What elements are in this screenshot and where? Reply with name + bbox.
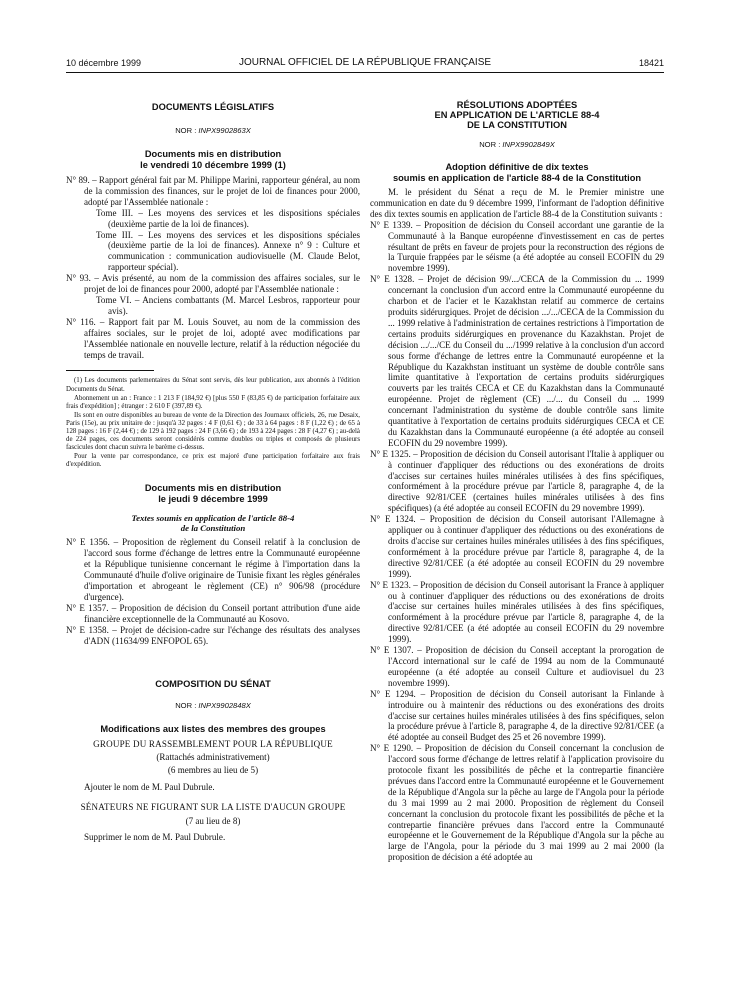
footnote <box>66 377 360 469</box>
entry-e1325: N° E 1325. – Proposition de décision du Conseil autorisant l'Italie à appliquer ou à continuer d'appliquer des réductions ou des exonérations de droits d'accises sur certaines huiles minérales utilisées à des fins spécifiques, conformément à la procédure prévue par l'article 8, paragraphe 4, de la directive 92/81/CEE (certaines huiles minérales utilisées à des fins spécifiques) (a été adoptée au conseil ECOFIN du 29 novembre 1999). <box>370 448 664 514</box>
footnote-rule <box>66 370 154 371</box>
entry-e1324: N° E 1324. – Proposition de décision du Conseil autorisant l'Allemagne à appliquer ou à continuer d'appliquer des réductions ou des exonérations de droits d'accise sur certaines huiles minérales utilisées à des fins spécifiques, conformément à la procédure prévue par l'article 8, paragraphe 4, de la directive 92/81/CEE (a été adoptée au conseil ECOFIN du 29 novembre 1999). <box>370 514 664 579</box>
entry-e1356: N° E 1356. – Proposition de règlement du Conseil relatif à la conclusion de l'accord sous forme d'échange de lettres entre la Communauté européenne et la République tunisienne concernant le régime à l'importation dans la Communauté d'huile d'olive originaire de Tunisie fixant les règles générales d'importation et abrogeant le règlement (CE) n° 906/98 (procédure d'urgence). <box>66 537 360 602</box>
composition-title: COMPOSITION DU SÉNAT <box>155 678 271 689</box>
left-column <box>66 96 360 843</box>
ajouter-line: Ajouter le nom de M. Paul Dubrule. <box>84 781 215 792</box>
textes-line2: de la Constitution <box>180 523 246 534</box>
dist1-line1: Documents mis en distribution <box>144 149 282 159</box>
entry-e1323: N° E 1323. – Proposition de décision du Conseil autorisant la France à appliquer ou à continuer d'appliquer des réductions ou des exonérations de droits d'accise sur certaines huiles minérales utilisées à des fins spécifiques, conformément à la procédure prévue par l'article 8, paragraphe 4, de la directive 92/81/CEE (a été adoptée au conseil ECOFIN du 29 novembre 1999). <box>370 579 664 645</box>
entry-89: N° 89. – Rapport général fait par M. Philippe Marini, rapporteur général, au nom de la commission des finances, sur le projet de loi de finances pour 2000, adopté par l'Assemblée nationale : <box>66 175 360 207</box>
entry-e1357: N° E 1357. – Proposition de décision du Conseil portant attribution d'une aide financière exceptionnelle de la Communauté au Kosovo. <box>66 602 360 624</box>
entry-e1294: N° E 1294. – Proposition de décision du Conseil autorisant la Finlande à introduire ou à maintenir des réductions ou des exonérations des droits d'accise sur certaines huiles minérales utilisées à des fins spécifiques, selon la procédure prévue à l'article 8, paragraphe 4, de la directive 92/81/CEE (a été adoptée au conseil Budget des 25 et 26 novembre 1999). <box>370 688 664 743</box>
entry-e1307: N° E 1307. – Proposition de décision du Conseil acceptant la prorogation de l'Accord international sur le café de 1994 au nom de la Communauté européenne (a été adoptée au conseil Culture et audiovisuel du 23 novembre 1999). <box>370 645 664 688</box>
page-number: 18421 <box>638 58 664 68</box>
adoption-line1: Adoption définitive de dix textes <box>445 162 589 172</box>
nor-right: NOR : INPX9902849X <box>479 140 555 149</box>
groupe-rpr-count: (6 membres au lieu de 5) <box>167 764 259 775</box>
page-header <box>66 56 664 70</box>
entry-e1358: N° E 1358. – Projet de décision-cadre sur l'échange des résultats des analyses d'ADN (11634/99 ENFOPOL 65). <box>66 624 360 646</box>
resolutions-line1: RÉSOLUTIONS ADOPTÉES <box>456 100 578 110</box>
groupe-rpr-rattaches: (Rattachés administrativement) <box>156 751 270 762</box>
groupe-non-inscrits: SÉNATEURS NE FIGURANT SUR LA LISTE D'AUCUN GROUPE <box>80 801 346 812</box>
journal-title: JOURNAL OFFICIEL DE LA RÉPUBLIQUE FRANÇAISE <box>238 57 492 68</box>
entry-89-tome-a: Tome III. – Les moyens des services et les dispositions spéciales (deuxième partie de la loi de finances). <box>96 207 360 229</box>
entry-89-tome-b: Tome III. – Les moyens des services et les dispositions spéciales (deuxième partie de la loi de finances). Annexe n° 9 : Culture et communication : communication audiovisuelle (M. Claude Belot, rapporteur spécial). <box>96 229 360 273</box>
intro-paragraph: M. le président du Sénat a reçu de M. le Premier ministre une communication en date du 9 décembre 1999, l'informant de l'adoption définitive des dix textes soumis en application de l'article 88-4 de la Constitution suivants : <box>370 187 664 219</box>
resolutions-line3: DE LA CONSTITUTION <box>467 120 567 130</box>
docs-title: DOCUMENTS LÉGISLATIFS <box>151 102 275 112</box>
entry-e1339: N° E 1339. – Proposition de décision du Conseil accordant une garantie de la Communauté à la Banque européenne d'investissement en cas de pertes résultant de prêts en faveur de projets pour la reconstruction des régions de la Turquie frappées par le séisme (a été adoptée au conseil ECOFIN du 29 novembre 1999). <box>370 219 664 274</box>
header-date: 10 décembre 1999 <box>66 58 142 68</box>
entry-93-tome: Tome VI. – Anciens combattants (M. Marcel Lesbros, rapporteur pour avis). <box>96 294 360 316</box>
right-column <box>370 96 664 863</box>
header-rule <box>66 72 664 73</box>
dist1-line2: le vendredi 10 décembre 1999 (1) <box>140 159 286 170</box>
textes-line1: Textes soumis en application de l'article 88-4 <box>131 513 295 524</box>
entry-93: N° 93. – Avis présenté, au nom de la commission des affaires sociales, sur le projet de loi de finances pour 2000, adopté par l'Assemblée nationale : <box>66 273 360 295</box>
nor-1: NOR : INPX9902863X <box>175 126 251 135</box>
supprimer-line: Supprimer le nom de M. Paul Dubrule. <box>84 832 226 843</box>
entry-116: N° 116. – Rapport fait par M. Louis Souvet, au nom de la commission des affaires sociales, sur le projet de loi, adopté avec modifications par l'Assemblée nationale en nouvelle lecture, relatif à la réduction négociée du temps de travail. <box>66 316 360 360</box>
adoption-line2: soumis en application de l'article 88-4 de la Constitution <box>392 172 642 183</box>
nor-2: NOR : INPX9902848X <box>175 700 251 710</box>
groupe-rpr: GROUPE DU RASSEMBLEMENT POUR LA RÉPUBLIQUE <box>93 739 333 749</box>
footnote-1: (1) Les documents parlementaires du Sénat sont servis, dès leur publication, aux abonnés à l'édition Documents du Sénat. <box>66 377 360 393</box>
entry-e1290: N° E 1290. – Proposition de décision du Conseil concernant la conclusion de l'accord sous forme d'échange de lettres relatif à l'application provisoire du protocole fixant les possibilités de pêche et la contrepartie financière prévues dans l'accord entre la Communauté européenne et le Gouvernement de la République d'Angola sur la pêche au large de l'Angola pour la période du 3 mai 1999 au 2 mai 2000. Proposition de règlement du Conseil concernant la conclusion du protocole fixant les possibilités de pêche et la contrepartie financière prévues dans l'accord entre la Communauté européenne et le Gouvernement de la République d'Angola sur la pêche au large de l'Angola, pour la période du 3 mai 1999 au 2 mai 2000 (la proposition de décision a été adoptée au <box>370 743 664 863</box>
groupe-non-inscrits-count: (7 au lieu de 8) <box>185 815 241 826</box>
footnote-3: Ils sont en outre disponibles au bureau de vente de la Direction des Journaux officiels, 26, rue Desaix, Paris (15e), au prix unitaire de : jusqu'à 32 pages : 4 F (0,61 €) ; de 33 à 64 pages : 8 F (1,22 €) ; de 65 à 128 pages : 16 F (2,44 €) ; de 129 à 192 pages : 24 F (3,66 €) ; de 193 à 224 pages : 28 F (4,27 €) ; au-delà de 224 pages, ces documents seront considérés comme doubles ou triples et composés de plusieurs fascicules dont chacun suivra le barème ci-dessus. <box>66 411 360 452</box>
resolutions-line2: EN APPLICATION DE L'ARTICLE 88-4 <box>434 110 600 120</box>
footnote-2: Abonnement un an : France : 1 213 F (184,92 €) [plus 550 F (83,85 €) de participation forfaitaire aux frais d'expédition] ; étranger : 2 610 F (397,89 €). <box>66 394 360 410</box>
entry-e1328: N° E 1328. – Projet de décision 99/.../CECA de la Commission du ... 1999 concernant la conclusion d'un accord entre la Communauté européenne du charbon et de l'acier et le Kazakhstan relatif au commerce de certains produits sidérurgiques. Projet de décision .../.../CECA de la Commission du ... 1999 relative à l'administration de certaines restrictions à l'importation de certains produits sidérurgiques en provenance du Kazakhstan. Projet de décision .../.../CE du Conseil du .../1999 relative à la conclusion d'un accord sous forme d'échange de lettres entre la Communauté européenne et la République du Kazakhstan instituant un système de double contrôle sans limite quantitative à l'exportation de certains produits sidérurgiques couverts par les traités CECA et CE du Kazakhstan dans la Communauté européenne. Projet de règlement (CE) .../... du Conseil du ... 1999 concernant l'administration du système de double contrôle sans limite quantitative à l'exportation de certains produits sidérurgiques CECA et CE du Kazakhstan dans la Communauté européenne (a été adoptée au conseil ECOFIN du 29 novembre 1999). <box>370 274 664 448</box>
footnote-4: Pour la vente par correspondance, ce prix est majoré d'une participation forfaitaire aux frais d'expédition. <box>66 453 360 469</box>
modif-title: Modifications aux listes des membres des groupes <box>100 723 326 734</box>
dist2-line1: Documents mis en distribution <box>144 483 282 494</box>
dist2-line2: le jeudi 9 décembre 1999 <box>158 493 268 504</box>
